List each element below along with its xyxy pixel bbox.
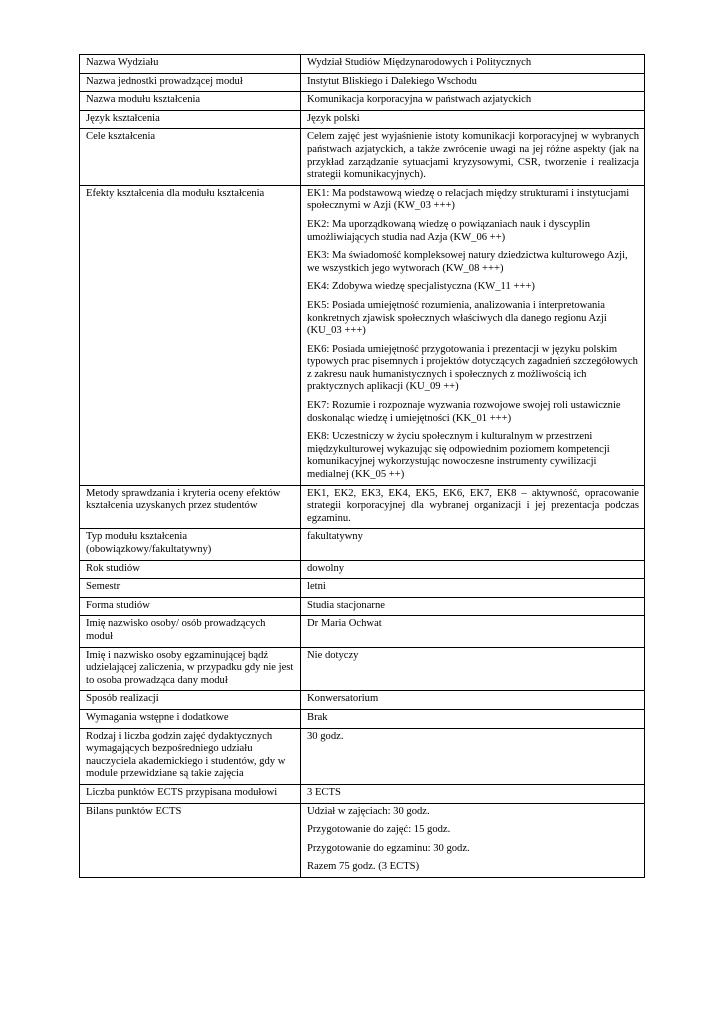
field-value [301, 709, 645, 728]
table-row [80, 92, 645, 111]
field-value [301, 55, 645, 74]
table-row [80, 55, 645, 74]
field-label: Wymagania wstępne i dodatkowe [80, 709, 301, 728]
value-text: Studia stacjonarne [307, 599, 385, 611]
value-text: EK1, EK2, EK3, EK4, EK5, EK6, EK7, EK8 – aktywność, opracowanie strategii korporacyjnej dla wybranej organizacji i jej prezentacja podczas egzaminu. [307, 487, 639, 524]
field-value [301, 616, 645, 647]
field-label: Nazwa jednostki prowadzącej moduł [80, 73, 301, 92]
value-paragraph: EK5: Posiada umiejętność rozumienia, analizowania i interpretowania konkretnych zjawisk społecznych właściwych dla danego regionu Azji (KU_03 +++) [307, 299, 607, 337]
value-text: dowolny [307, 562, 345, 574]
field-label: Imię nazwisko osoby/ osób prowadzących moduł [80, 616, 301, 647]
field-value [301, 803, 645, 877]
field-label: Metody sprawdzania i kryteria oceny efektów kształcenia uzyskanych przez studentów [80, 485, 301, 529]
field-label: Efekty kształcenia dla modułu kształcenia [80, 185, 301, 485]
value-text: Nie dotyczy [307, 649, 359, 661]
field-value [301, 92, 645, 111]
field-value [301, 129, 645, 185]
field-label: Język kształcenia [80, 110, 301, 129]
field-value [301, 529, 645, 560]
field-value [301, 110, 645, 129]
table-row [80, 73, 645, 92]
value-text: Wydział Studiów Międzynarodowych i Politycznych [307, 57, 532, 68]
value-paragraph: EK8: Uczestniczy w życiu społecznym i kulturalnym w przestrzeni międzykulturowej wykazując się odpowiednim poziomem kompetencji komunikacyjnej wykorzystując nowoczesne instrumenty cywilizacji medialnej (KK_05 ++) [307, 431, 610, 481]
table-row [80, 485, 645, 529]
field-value [301, 784, 645, 803]
field-value [301, 485, 645, 529]
table-row [80, 110, 645, 129]
value-paragraph: EK2: Ma uporządkowaną wiedzę o powiązaniach nauk i dyscyplin umożliwiających studia nad Azja (KW_06 ++) [307, 218, 590, 243]
course-syllabus-document [79, 54, 645, 878]
table-row [80, 597, 645, 616]
field-value [301, 691, 645, 710]
field-value [301, 728, 645, 784]
table-row [80, 560, 645, 579]
value-paragraph: EK6: Posiada umiejętność przygotowania i prezentacji w języku polskim typowych prac pisemnych i projektów dotyczących zagadnień szczegółowych z zakresu nauk humanistycznych i społecznych z możliwością ich praktycznych aplikacji (KU_09 ++) [307, 343, 638, 393]
value-text: 3 ECTS [307, 786, 341, 798]
field-value [301, 597, 645, 616]
table-row [80, 185, 645, 485]
field-value [301, 579, 645, 598]
value-text: Brak [307, 711, 328, 723]
field-label: Semestr [80, 579, 301, 598]
field-label: Nazwa Wydziału [80, 55, 301, 74]
table-row [80, 616, 645, 647]
table-row [80, 529, 645, 560]
value-text: Dr Maria Ochwat [307, 618, 382, 630]
value-paragraph: EK3: Ma świadomość kompleksowej natury dziedzictwa kulturowego Azji, we wszystkich jego wytworach (KW_08 +++) [307, 250, 628, 274]
syllabus-table-body [80, 55, 645, 878]
table-row [80, 728, 645, 784]
field-label: Rok studiów [80, 560, 301, 579]
value-paragraph: EK4: Zdobywa wiedzę specjalistyczna (KW_11 +++) [307, 281, 535, 293]
field-label: Forma studiów [80, 597, 301, 616]
table-row [80, 709, 645, 728]
value-text: Komunikacja korporacyjna w państwach azjatyckich [307, 94, 532, 106]
field-label: Sposób realizacji [80, 691, 301, 710]
field-label: Liczba punktów ECTS przypisana modułowi [80, 784, 301, 803]
syllabus-table [79, 54, 645, 878]
value-paragraph: EK1: Ma podstawową wiedzę o relacjach między strukturami i instytucjami społecznymi w Azji (KW_03 +++) [307, 187, 630, 212]
value-paragraph: Przygotowanie do zajęć: 15 godz. [307, 824, 451, 836]
table-row [80, 784, 645, 803]
value-text: 30 godz. [307, 730, 344, 742]
value-text: fakultatywny [307, 531, 363, 543]
field-value [301, 647, 645, 691]
field-label: Nazwa modułu kształcenia [80, 92, 301, 111]
table-row [80, 647, 645, 691]
table-row [80, 579, 645, 598]
value-text: letni [307, 581, 326, 593]
field-label: Typ modułu kształcenia (obowiązkowy/fakultatywny) [80, 529, 301, 560]
value-text: Instytut Bliskiego i Dalekiego Wschodu [307, 75, 477, 87]
value-paragraph: Razem 75 godz. (3 ECTS) [307, 861, 420, 873]
value-paragraph: Udział w zajęciach: 30 godz. [307, 805, 430, 817]
table-row [80, 129, 645, 185]
value-paragraph: Przygotowanie do egzaminu: 30 godz. [307, 842, 470, 854]
field-value [301, 73, 645, 92]
table-row [80, 803, 645, 877]
table-row [80, 691, 645, 710]
value-text: Celem zajęć jest wyjaśnienie istoty komunikacji korporacyjnej w wybranych państwach azjatyckich, a także zwrócenie uwagi na jej różne aspekty (jak na przykład zarządzanie sytuacjami kryzysowymi, CSR, tworzenie i realizacja strategii komunikacyjnych). [307, 131, 639, 181]
field-label: Rodzaj i liczba godzin zajęć dydaktycznych wymagających bezpośredniego udziału nauczyciela akademickiego i studentów, gdy w module przewidziane są takie zajęcia [80, 728, 301, 784]
value-text: Język polski [307, 112, 360, 124]
field-label: Bilans punktów ECTS [80, 803, 301, 877]
field-label: Imię i nazwisko osoby egzaminującej bądź udzielającej zaliczenia, w przypadku gdy nie jest to osoba prowadząca dany moduł [80, 647, 301, 691]
field-value [301, 185, 645, 485]
field-label: Cele kształcenia [80, 129, 301, 185]
value-paragraph: EK7: Rozumie i rozpoznaje wyzwania rozwojowe swojej roli ustawicznie doskonaląc wiedzę i umiejętności (KK_01 +++) [307, 400, 621, 424]
field-value [301, 560, 645, 579]
value-text: Konwersatorium [307, 693, 379, 705]
